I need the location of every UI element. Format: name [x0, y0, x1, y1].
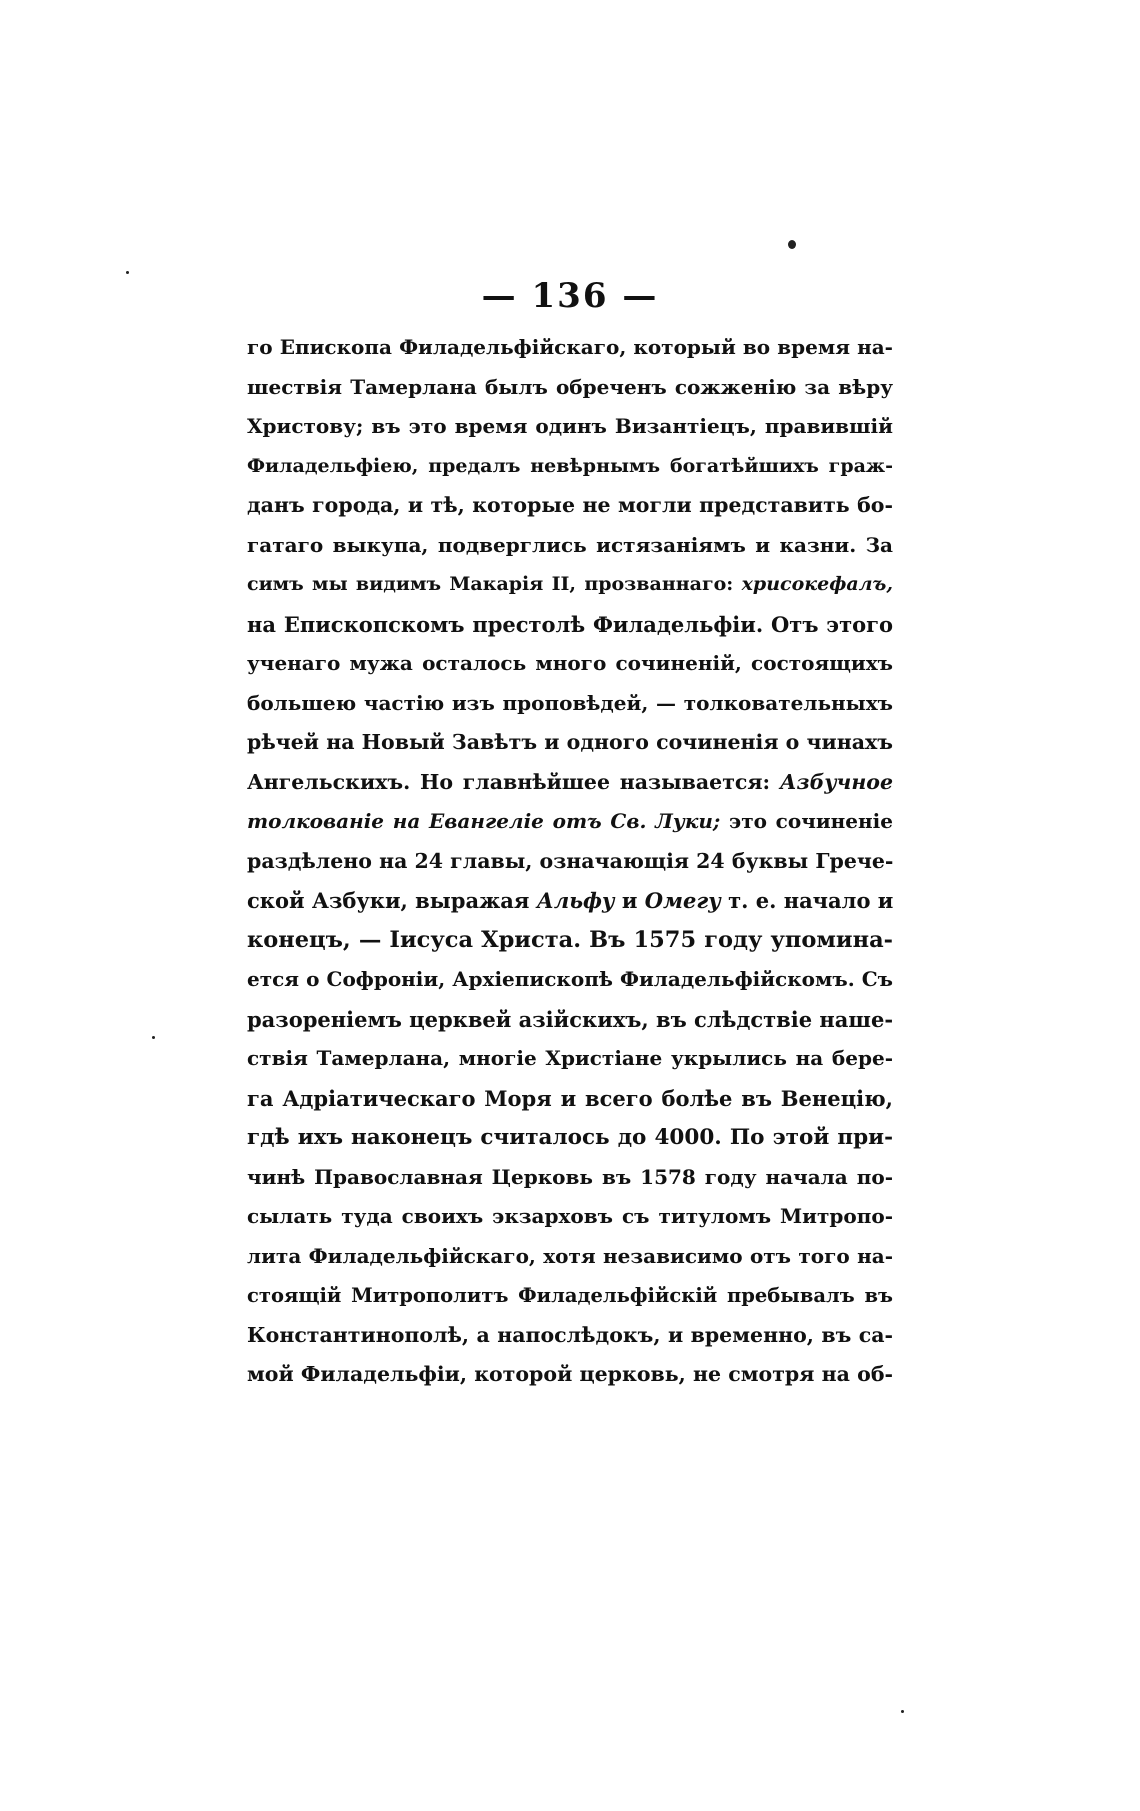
text-line — [247, 605, 893, 645]
text-line — [247, 1237, 893, 1277]
text-line — [247, 447, 893, 487]
text-line — [247, 644, 893, 684]
text-segment: ется о Софроніи, Архіепископѣ Филадельфійскомъ. Съ — [247, 967, 893, 991]
scan-speck — [788, 240, 796, 249]
text-segment: рѣчей на Новый Завѣтъ и одного сочиненія о чинахъ — [247, 730, 893, 754]
scan-speck — [126, 271, 129, 274]
text-segment: и — [614, 888, 645, 913]
text-segment: гдѣ ихъ наконецъ считалось до 4000. По этой при- — [247, 1125, 893, 1150]
text-segment: Филадельфіею, предалъ невѣрнымъ богатѣйшихъ граж- — [247, 454, 893, 477]
text-line — [247, 842, 893, 882]
text-line — [247, 407, 893, 447]
text-segment: ученаго мужа осталось много сочиненій, состоящихъ — [247, 651, 893, 675]
scan-speck — [152, 1036, 155, 1039]
italic-text: толкованіе на Евангеліе отъ Св. Луки; — [247, 809, 721, 833]
text-line — [247, 1276, 893, 1316]
scan-speck — [901, 1710, 904, 1713]
text-line — [247, 1158, 893, 1198]
text-segment: Христову; въ это время одинъ Византіецъ, правившій — [247, 414, 893, 438]
text-segment: это сочиненіе — [720, 809, 893, 833]
text-line — [247, 881, 893, 921]
text-line — [247, 565, 893, 605]
italic-text: хрисокефалъ, — [741, 573, 893, 595]
text-segment: мой Филадельфіи, которой церковь, не смотря на об- — [247, 1362, 893, 1386]
text-line — [247, 763, 893, 803]
text-line — [247, 921, 893, 961]
text-segment: раздѣлено на 24 главы, означающія 24 буквы Грече- — [247, 848, 893, 873]
page-number: — 136 — — [481, 276, 659, 316]
italic-text: Азбучное — [779, 769, 893, 794]
text-segment: ской Азбуки, выражая — [247, 888, 537, 913]
text-line — [247, 1355, 893, 1395]
body-text — [247, 328, 893, 1395]
text-line — [247, 1039, 893, 1079]
italic-text: Омегу — [644, 888, 721, 913]
text-segment: чинѣ Православная Церковь въ 1578 году начала по- — [247, 1164, 893, 1189]
text-segment: симъ мы видимъ Макарія II, прозваннаго: — [247, 573, 742, 595]
text-segment: Константинополѣ, а напослѣдокъ, и временно, въ са- — [247, 1322, 893, 1347]
text-segment: гатаго выкупа, подверглись истязаніямъ и казни. За — [247, 532, 893, 557]
text-segment: стоящій Митрополитъ Филадельфійскій пребывалъ въ — [247, 1284, 893, 1307]
text-line — [247, 1000, 893, 1040]
text-segment: на Епископскомъ престолѣ Филадельфіи. Отъ этого — [247, 611, 893, 637]
text-segment: лита Филадельфійскаго, хотя независимо отъ того на- — [247, 1243, 893, 1268]
text-line — [247, 328, 893, 368]
text-line — [247, 802, 893, 842]
text-line — [247, 723, 893, 763]
text-segment: разореніемъ церквей азійскихъ, въ слѣдствіе наше- — [247, 1006, 893, 1032]
text-segment: т. е. начало и — [720, 888, 893, 913]
text-segment: га Адріатическаго Моря и всего болѣе въ Венецію, — [247, 1085, 893, 1111]
text-line — [247, 960, 893, 1000]
text-segment: Ангельскихъ. Но главнѣйшее называется: — [247, 769, 780, 794]
text-segment: конецъ, — Іисуса Христа. Въ 1575 году упомина- — [247, 926, 893, 953]
text-segment: данъ города, и тѣ, которые не могли представить бо- — [247, 493, 893, 517]
text-line — [247, 368, 893, 408]
text-line — [247, 1316, 893, 1356]
text-line — [247, 526, 893, 566]
text-line — [247, 1118, 893, 1158]
text-segment: го Епископа Филадельфійскаго, который во время на- — [247, 335, 893, 359]
text-segment: ствія Тамерлана, многіе Христіане укрылись на бере- — [247, 1046, 893, 1070]
italic-text: Альфу — [536, 888, 615, 913]
text-line — [247, 1079, 893, 1119]
text-segment: сылать туда своихъ экзарховъ съ титуломъ Митропо- — [247, 1204, 893, 1228]
text-line — [247, 684, 893, 724]
text-segment: шествія Тамерлана былъ обреченъ сожженію за вѣру — [247, 374, 893, 399]
text-line — [247, 1197, 893, 1237]
text-segment: большею частію изъ проповѣдей, — толковательныхъ — [247, 690, 893, 715]
text-line — [247, 486, 893, 526]
